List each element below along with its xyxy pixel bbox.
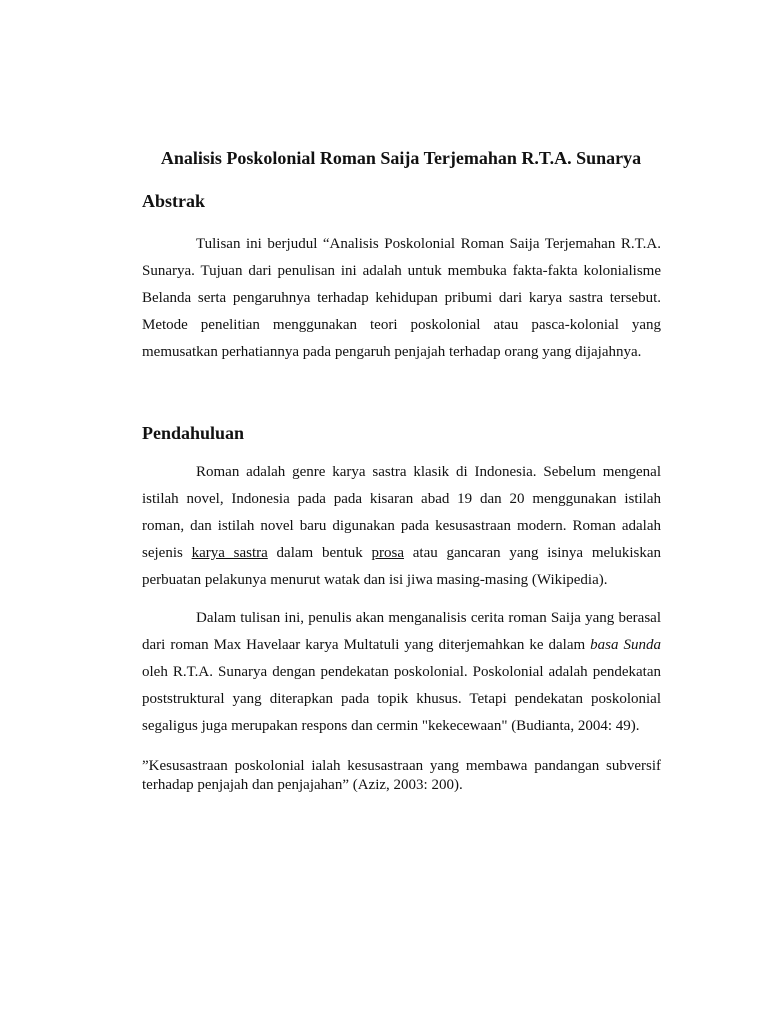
document-title: Analisis Poskolonial Roman Saija Terjemahan R.T.A. Sunarya	[160, 148, 642, 168]
basa-sunda-emphasis: basa Sunda	[590, 637, 661, 653]
karya-sastra-link[interactable]: karya sastra	[191, 545, 268, 561]
intro1-text-a: Roman adalah genre karya sastra klasik di Indonesia. Sebelum mengenal istilah novel, Indonesia pada pada kisaran abad 19 dan 20 menggunakan istilah roman, dan istilah novel baru digunakan pada kesusastraan modern. Roman adalah sejenis	[142, 464, 661, 561]
introduction-paragraph-1	[142, 459, 661, 594]
intro1-text-b: dalam bentuk	[267, 545, 372, 561]
abstract-heading: Abstrak	[142, 191, 206, 211]
introduction-paragraph-2	[142, 605, 661, 740]
intro2-text-a: Dalam tulisan ini, penulis akan menganalisis cerita roman Saija yang berasal dari roman Max Havelaar karya Multatuli yang diterjemahkan ke dalam	[142, 610, 661, 653]
intro2-text-b: oleh R.T.A. Sunarya dengan pendekatan poskolonial. Poskolonial adalah pendekatan poststruktural yang diterapkan pada topik khusus. Tetapi pendekatan poskolonial segaligus juga merupakan respons dan cermin "kekecewaan" (Budianta, 2004: 49).	[142, 664, 661, 734]
abstract-paragraph: Tulisan ini berjudul “Analisis Poskolonial Roman Saija Terjemahan R.T.A. Sunarya. Tujuan dari penulisan ini adalah untuk membuka fakta-fakta kolonialisme Belanda serta pengaruhnya terhadap kehidupan pribumi dari karya sastra tersebut. Metode penelitian menggunakan teori poskolonial atau pasca-kolonial yang memusatkan perhatiannya pada pengaruh penjajah terhadap orang yang dijajahnya.	[142, 236, 661, 360]
introduction-heading: Pendahuluan	[142, 423, 245, 443]
intro1-text-c: atau gancaran yang isinya melukiskan perbuatan pelakunya menurut watak dan isi jiwa masing-masing (Wikipedia).	[142, 545, 661, 588]
block-quote: ”Kesusastraan poskolonial ialah kesusastraan yang membawa pandangan subversif terhadap penjajah dan penjajahan” (Aziz, 2003: 200).	[142, 758, 661, 793]
prosa-link[interactable]: prosa	[371, 545, 405, 561]
